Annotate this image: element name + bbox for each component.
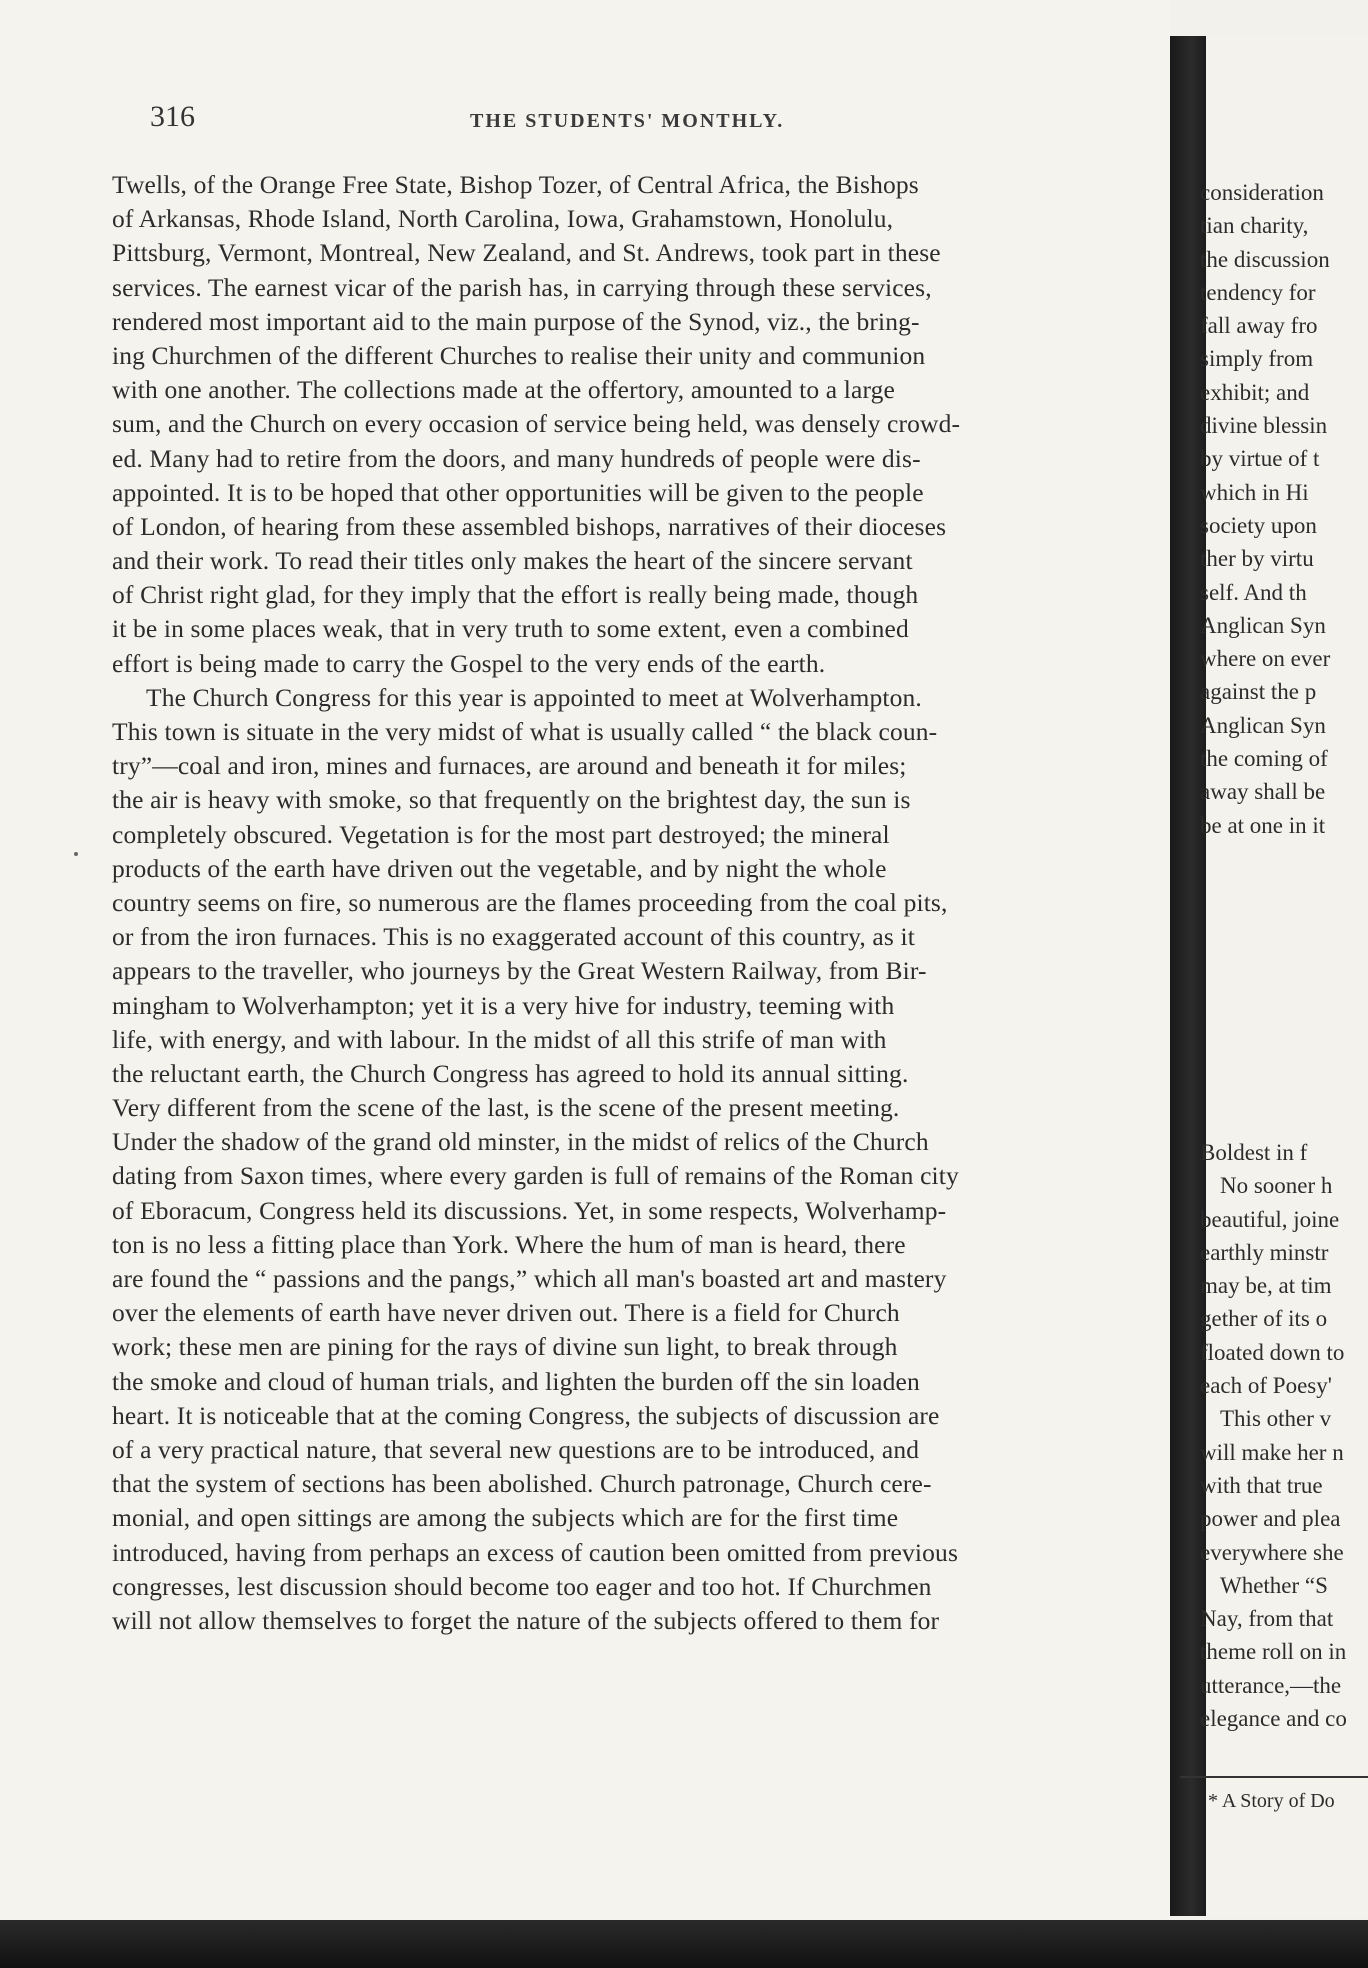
text-line: with one another. The collections made at the offertory, amounted to a large xyxy=(112,375,895,405)
text-line: that the system of sections has been abolished. Church patronage, Church cere- xyxy=(112,1469,932,1499)
footnote-rule xyxy=(1180,1776,1368,1778)
text-line: appears to the traveller, who journeys by the Great Western Railway, from Bir- xyxy=(112,956,927,986)
text-line: Boldest in f xyxy=(1200,1140,1308,1165)
scan-speck xyxy=(74,852,78,856)
text-line: will make her n xyxy=(1200,1439,1344,1465)
text-line: Anglican Syn xyxy=(1200,712,1326,738)
text-line: services. The earnest vicar of the parish has, in carrying through these services, xyxy=(112,272,932,302)
running-head xyxy=(150,100,1130,140)
text-line: which in Hi xyxy=(1200,479,1309,505)
text-line: effort is being made to carry the Gospel to the very ends of the earth. xyxy=(112,648,826,678)
text-line: self. And th xyxy=(1200,579,1307,605)
text-line: gether of its o xyxy=(1200,1306,1328,1332)
text-line: everywhere she xyxy=(1200,1539,1344,1565)
text-line: earthly minstr xyxy=(1200,1239,1329,1265)
text-line: the reluctant earth, the Church Congress has agreed to hold its annual sitting. xyxy=(112,1058,909,1088)
text-line: tendency for xyxy=(1200,279,1316,305)
text-line: heart. It is noticeable that at the coming Congress, the subjects of discussion are xyxy=(112,1400,940,1430)
text-line: of London, of hearing from these assembled bishops, narratives of their dioceses xyxy=(112,511,947,541)
right-page-lower-text xyxy=(1200,1136,1368,1735)
text-line: Nay, from that xyxy=(1200,1606,1334,1632)
text-line: the coming of xyxy=(1200,746,1328,772)
text-line: utterance,—the xyxy=(1200,1672,1342,1698)
text-line: away shall be xyxy=(1200,779,1326,805)
page-number: 316 xyxy=(150,100,195,133)
footnote: * A Story of Do xyxy=(1208,1790,1335,1812)
text-line: appointed. It is to be hoped that other opportunities will be given to the people xyxy=(112,477,924,507)
text-line: and their work. To read their titles only makes the heart of the sincere servant xyxy=(112,546,913,576)
text-line: floated down to xyxy=(1200,1339,1345,1365)
text-line: theme roll on in xyxy=(1200,1639,1347,1665)
text-line: completely obscured. Vegetation is for the most part destroyed; the mineral xyxy=(112,819,890,849)
text-line: exhibit; and xyxy=(1200,379,1310,405)
text-line: Twells, of the Orange Free State, Bishop Tozer, of Central Africa, the Bishops xyxy=(112,170,919,199)
journal-title: THE STUDENTS' MONTHLY. xyxy=(470,110,785,132)
text-line: be at one in it xyxy=(1200,812,1326,838)
text-line: by virtue of t xyxy=(1200,446,1320,472)
text-line: divine blessin xyxy=(1200,413,1328,439)
text-line: country seems on fire, so numerous are the flames proceeding from the coal pits, xyxy=(112,887,948,917)
text-line: elegance and co xyxy=(1200,1706,1347,1732)
text-line: against the p xyxy=(1200,679,1317,705)
scan-bottom-edge xyxy=(0,1920,1368,1968)
text-line: sum, and the Church on every occasion of service being held, was densely crowd- xyxy=(112,409,961,439)
text-line: Under the shadow of the grand old minster, in the midst of relics of the Church xyxy=(112,1127,929,1157)
text-line: tian charity, xyxy=(1200,213,1309,239)
text-line: are found the “ passions and the pangs,” which all man's boasted art and mastery xyxy=(112,1264,947,1293)
text-line: rendered most important aid to the main purpose of the Synod, viz., the bring- xyxy=(112,306,920,336)
text-line: with that true xyxy=(1200,1472,1323,1498)
text-line: Whether “S xyxy=(1220,1572,1328,1598)
text-line: monial, and open sittings are among the subjects which are for the first time xyxy=(112,1503,899,1533)
text-line: No sooner h xyxy=(1220,1173,1333,1199)
text-line: of Christ right glad, for they imply that the effort is really being made, though xyxy=(112,580,919,610)
text-line: try”—coal and iron, mines and furnaces, are around and beneath it for miles; xyxy=(112,751,907,781)
text-line: ed. Many had to retire from the doors, and many hundreds of people were dis- xyxy=(112,443,921,473)
text-line: ton is no less a fitting place than York. Where the hum of man is heard, there xyxy=(112,1229,906,1259)
text-line: the air is heavy with smoke, so that frequently on the brightest day, the sun is xyxy=(112,785,911,815)
text-line: society upon xyxy=(1200,512,1317,538)
text-line: life, with energy, and with labour. In the midst of all this strife of man with xyxy=(112,1024,887,1054)
text-line: congresses, lest discussion should become too eager and too hot. If Churchmen xyxy=(112,1571,932,1601)
text-line: of Eboracum, Congress held its discussions. Yet, in some respects, Wolverhamp- xyxy=(112,1195,947,1225)
text-line: of a very practical nature, that several new questions are to be introduced, and xyxy=(112,1434,920,1464)
text-line: work; these men are pining for the rays of divine sun light, to break through xyxy=(112,1332,898,1362)
text-line: beautiful, joine xyxy=(1200,1206,1340,1232)
text-line: will not allow themselves to forget the nature of the subjects offered to them for xyxy=(112,1605,940,1635)
text-line: products of the earth have driven out the vegetable, and by night the whole xyxy=(112,853,887,883)
text-line: dating from Saxon times, where every garden is full of remains of the Roman city xyxy=(112,1161,959,1191)
text-line: mingham to Wolverhampton; yet it is a very hive for industry, teeming with xyxy=(112,990,895,1020)
text-line: simply from xyxy=(1200,346,1314,372)
text-line: or from the iron furnaces. This is no exaggerated account of this country, as it xyxy=(112,922,915,952)
right-page-upper-text xyxy=(1200,176,1368,842)
text-line: the smoke and cloud of human trials, and lighten the burden off the sin loaden xyxy=(112,1366,920,1396)
text-line: ing Churchmen of the different Churches to realise their unity and communion xyxy=(112,340,926,370)
text-line: ther by virtu xyxy=(1200,546,1314,572)
text-line: This other v xyxy=(1220,1406,1332,1432)
text-line: fall away fro xyxy=(1200,313,1318,339)
text-line: over the elements of earth have never driven out. There is a field for Church xyxy=(112,1298,900,1328)
text-line: Very different from the scene of the last, is the scene of the present meeting. xyxy=(112,1093,900,1123)
text-line: where on ever xyxy=(1200,646,1331,672)
text-line: Anglican Syn xyxy=(1200,612,1326,638)
text-line: it be in some places weak, that in very truth to some extent, even a combined xyxy=(112,614,909,644)
left-page-body xyxy=(112,168,1134,1638)
text-line: each of Poesy' xyxy=(1200,1373,1332,1399)
text-line: introduced, having from perhaps an excess of caution been omitted from previous xyxy=(112,1537,959,1567)
text-line: the discussion xyxy=(1200,246,1330,272)
paragraph-start-line: The Church Congress for this year is appointed to meet at Wolverhampton. xyxy=(146,682,922,712)
text-line: may be, at tim xyxy=(1200,1273,1332,1299)
text-line: of Arkansas, Rhode Island, North Carolina, Iowa, Grahamstown, Honolulu, xyxy=(112,204,894,234)
text-line: Pittsburg, Vermont, Montreal, New Zealand, and St. Andrews, took part in these xyxy=(112,238,941,268)
text-line: power and plea xyxy=(1200,1506,1341,1532)
text-line: consideration xyxy=(1200,180,1324,205)
text-line: This town is situate in the very midst of what is usually called “ the black coun- xyxy=(112,717,938,746)
